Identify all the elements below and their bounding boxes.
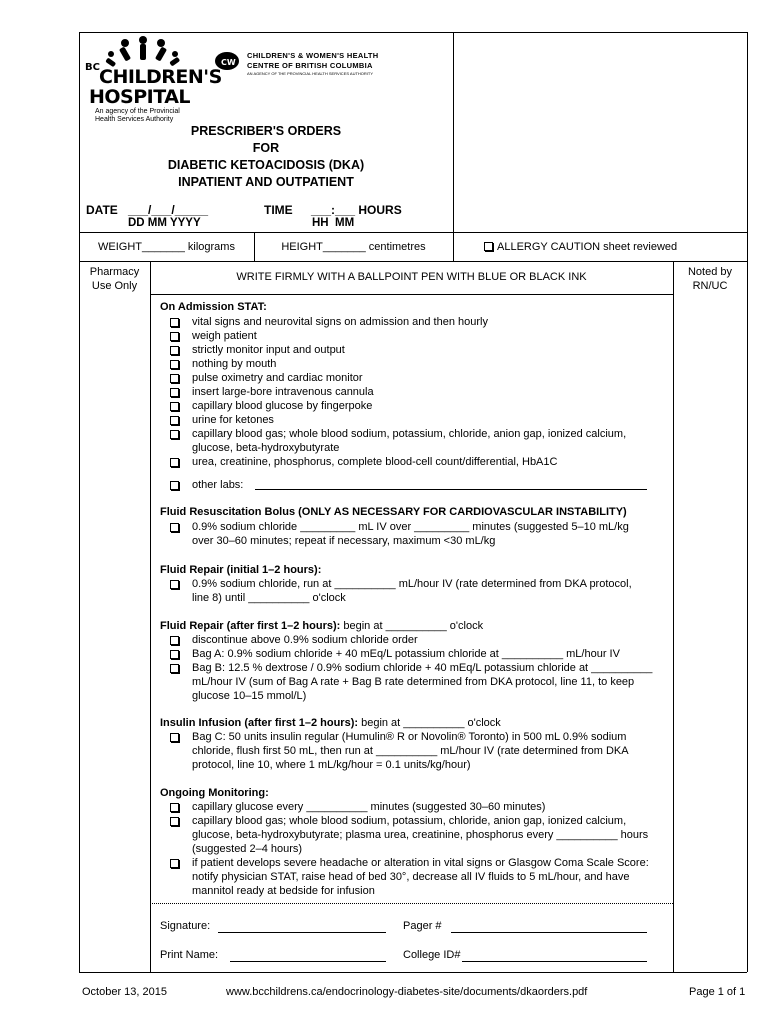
logo-bc: BC [85,62,100,73]
title-line-3: DIABETIC KETOACIDOSIS (DKA) [167,158,365,172]
checkbox-icon[interactable] [170,332,179,341]
other-labs-item[interactable]: other labs: [174,478,664,492]
cw-line-1: CHILDREN'S & WOMEN'S HEALTH [247,51,379,60]
list-item[interactable]: Bag B: 12.5 % dextrose / 0.9% sodium chloride + 40 mEq/L potassium chloride at __________ mL/hour IV (sum of Bag A rate + Bag B rate determined from DKA protocol, line 11, to keep glucose 10–15 mmol/L) [174,661,660,703]
logo-agency-2: Health Services Authority [95,116,174,123]
college-id-field[interactable] [462,961,647,962]
allergy-checkbox-row[interactable] [484,241,677,253]
signoff-rule [150,903,673,904]
insulin-heading: Insulin Infusion (after first 1–2 hours): begin at __________ o'clock [160,717,501,729]
monitoring-heading: Ongoing Monitoring: [160,787,269,799]
checkbox-icon[interactable] [170,803,179,812]
checkbox-icon[interactable] [170,650,179,659]
bc-childrens-logo [85,36,222,126]
title-line-1: PRESCRIBER'S ORDERS [190,124,342,138]
list-item[interactable]: discontinue above 0.9% sodium chloride order [174,633,664,647]
checkbox-icon[interactable] [484,242,493,251]
checkbox-icon[interactable] [170,481,179,490]
logo-childrens: CHILDREN'S [99,66,222,88]
pharmacy-header [79,265,150,293]
height-field[interactable]: HEIGHT_______ centimetres [281,241,426,253]
title-line-2: FOR [252,141,280,155]
rule-weight-bottom [79,261,747,262]
noted-col-divider [673,261,674,972]
frame-top [79,32,747,33]
cw-line-2: CENTRE OF BRITISH COLUMBIA [247,61,373,70]
allergy-label: ALLERGY CAUTION sheet reviewed [497,241,678,253]
list-item[interactable]: urine for ketones [174,413,664,427]
noted-header [673,265,747,293]
pager-label: Pager # [403,920,442,932]
list-item[interactable]: vital signs and neurovital signs on admission and then hourly [174,315,664,329]
svg-text:CW: CW [221,58,236,67]
time-format: HH MM [312,217,355,229]
frame-right [747,32,748,972]
list-item[interactable]: capillary blood gas; whole blood sodium, potassium, chloride, anion gap, ionized calcium, glucose, beta-hydroxybutyrate [174,427,644,455]
frame-bottom [79,972,747,973]
cw-logo-icon [213,50,243,72]
admission-heading: On Admission STAT: [160,301,267,313]
checkbox-icon[interactable] [170,664,179,673]
signature-field[interactable] [218,932,386,933]
print-name-label: Print Name: [160,949,219,961]
repair-after-heading: Fluid Repair (after first 1–2 hours): begin at __________ o'clock [160,620,484,632]
list-item[interactable]: weigh patient [174,329,664,343]
instruction-text: WRITE FIRMLY WITH A BALLPOINT PEN WITH BLUE OR BLACK INK [236,271,587,283]
bolus-heading: Fluid Resuscitation Bolus (ONLY AS NECESSARY FOR CARDIOVASCULAR INSTABILITY) [160,506,627,518]
list-item[interactable]: capillary blood glucose by fingerpoke [174,399,664,413]
checkbox-icon[interactable] [170,580,179,589]
time-label: TIME [264,203,293,217]
list-item[interactable]: if patient develops severe headache or alteration in vital signs or Glasgow Coma Scale Score: notify physician STAT, raise head of bed 30°, decrease all IV fluids to 5 mL/hour, and have mannitol ready at bedside for infusion [174,856,658,898]
page-title [79,123,453,191]
list-item[interactable]: insert large-bore intravenous cannula [174,385,664,399]
pharmacy-line-2: Use Only [91,280,138,292]
other-labs-field[interactable] [255,489,647,490]
checkbox-icon[interactable] [170,733,179,742]
list-item[interactable]: Bag C: 50 units insulin regular (Humulin® R or Novolin® Toronto) in 500 mL 0.9% sodium chloride, flush first 50 mL, then run at __________ mL/hour IV (rate determined from DKA protocol, line 10, where 1 mL/kg/hour = 0.1 units/kg/hour) [174,730,648,772]
checkbox-icon[interactable] [170,523,179,532]
list-item[interactable]: urea, creatinine, phosphorus, complete blood-cell count/differential, HbA1C [174,455,664,469]
college-id-label: College ID# [403,949,461,961]
repair-initial-heading: Fluid Repair (initial 1–2 hours): [160,564,322,576]
checkbox-icon[interactable] [170,318,179,327]
checkbox-icon[interactable] [170,430,179,439]
print-name-field[interactable] [230,961,386,962]
list-item[interactable]: pulse oximetry and cardiac monitor [174,371,664,385]
checkbox-icon[interactable] [170,402,179,411]
rule-weight-top [79,232,747,233]
list-item[interactable]: 0.9% sodium chloride, run at __________ mL/hour IV (rate determined from DKA protocol, line 8) until __________ o'clock [174,577,644,605]
title-line-4: INPATIENT AND OUTPATIENT [178,175,354,189]
checkbox-icon[interactable] [170,817,179,826]
noted-line-1: Noted by [687,266,733,278]
pager-field[interactable] [451,932,647,933]
checkbox-icon[interactable] [170,859,179,868]
list-item[interactable]: capillary blood gas; whole blood sodium, potassium, chloride, anion gap, ionized calcium, glucose, beta-hydroxybutyrate; plasma urea, creatinine, phosphorus every __________ hours (suggested 2–4 hours) [174,814,658,856]
time-field[interactable]: ___:___ HOURS [311,203,402,217]
footer-url[interactable]: www.bcchildrens.ca/endocrinology-diabetes-site/documents/dkaorders.pdf [226,986,588,998]
checkbox-icon[interactable] [170,374,179,383]
checkbox-icon[interactable] [170,346,179,355]
checkbox-icon[interactable] [170,360,179,369]
logo-hospital: HOSPITAL [89,86,191,108]
list-item[interactable]: capillary glucose every __________ minutes (suggested 30–60 minutes) [174,800,664,814]
checkbox-icon[interactable] [170,416,179,425]
logo-agency-1: An agency of the Provincial [95,108,180,115]
weight-field[interactable]: WEIGHT_______ kilograms [98,241,235,253]
instruction-rule [150,294,673,295]
signature-label: Signature: [160,920,211,932]
height-divider [453,232,454,261]
noted-line-2: RN/UC [692,280,728,292]
list-item[interactable]: strictly monitor input and output [174,343,664,357]
footer-date: October 13, 2015 [82,986,168,998]
checkbox-icon[interactable] [170,388,179,397]
footer-page: Page 1 of 1 [689,986,746,998]
cw-line-3: AN AGENCY OF THE PROVINCIAL HEALTH SERVICES AUTHORITY [247,71,374,76]
list-item[interactable]: 0.9% sodium chloride _________ mL IV over _________ minutes (suggested 5–10 mL/kg over 30–60 minutes; repeat if necessary, maximum <30 mL/kg [174,520,644,548]
checkbox-icon[interactable] [170,636,179,645]
date-label: DATE [86,203,118,217]
pharmacy-line-1: Pharmacy [89,266,140,278]
checkbox-icon[interactable] [170,458,179,467]
date-format: DD MM YYYY [128,217,201,229]
date-field[interactable]: ___/___/_____ [128,203,209,217]
pharmacy-col-divider [150,261,151,972]
list-item[interactable]: nothing by mouth [174,357,664,371]
list-item[interactable]: Bag A: 0.9% sodium chloride + 40 mEq/L potassium chloride at __________ mL/hour IV [174,647,664,661]
header-divider [453,32,454,232]
